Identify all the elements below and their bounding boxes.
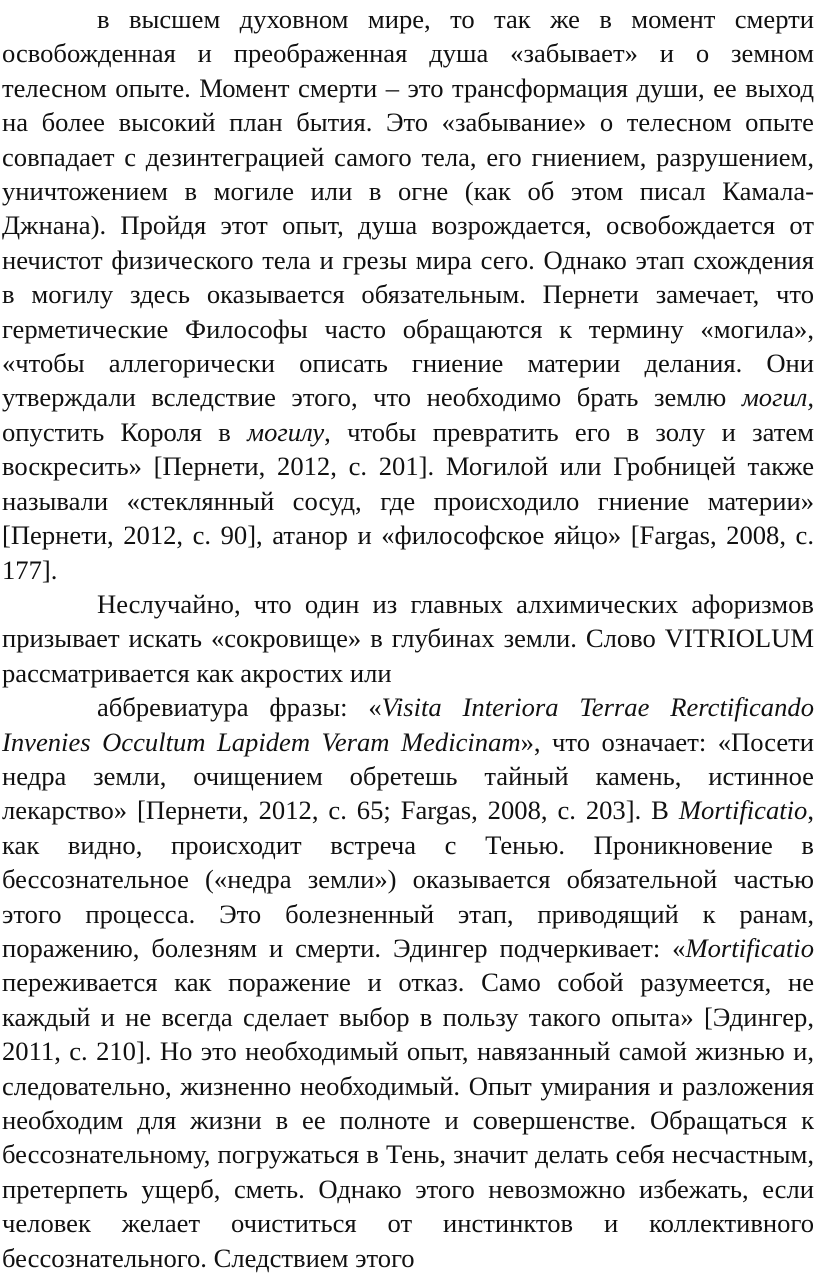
paragraph-3 (2, 690, 814, 1275)
italic-run: Visita Interiora Terrae Rerctificando Invenies Occultum Lapidem Veram Medicinam (2, 692, 814, 757)
italic-run: могил, (741, 382, 814, 413)
text-run: аббревиатура фразы: « (97, 692, 382, 723)
italic-run: могилу (247, 416, 325, 447)
italic-run: Mortificatio (678, 795, 808, 826)
text-run: в высшем духовном мире, то так же в момент смерти освобожденная и преображенная душа «забывает» и о земном телесном опыте. Момент смерти – это трансформация души, ее выход на более высокий план бытия. Это «забывание» о телесном опыте совпадает с дезинтеграцией самого тела, его гниением, разрушением, уничтожением в могиле или в огне (как об этом писал Камала-Джнана). Пройдя этот опыт, душа возрождается, освобождается от нечистот физического тела и грезы мира сего. Однако этап схождения в могилу здесь оказывается обязательным. Пернети замечает, что герметические Философы часто обращаются к термину «могила», «чтобы аллегорически описать гниение материи делания. Они утверждали вследствие этого, что необходимо брать землю (2, 4, 814, 413)
paragraph-2 (2, 587, 814, 690)
text-run: , как видно, происходит встреча с Тенью. Проникновение в бессознательное («недра земли») оказывается обязательной частью этого процесса. Это болезненный этап, приводящий к ранам, поражению, болезням и смерти. Эдингер подчеркивает: « (2, 795, 814, 963)
paragraph-1 (2, 2, 814, 587)
text-run: опустить Короля в (2, 416, 248, 447)
text-run: , чтобы превратить его в золу и затем воскресить» [Пернети, 2012, с. 201]. Могилой или Гробницей также называли «стеклянный сосуд, где происходило гниение материи» [Пернети, 2012, с. 90], атанор и «философское яйцо» [Fargas, 2008, с. 177]. (2, 416, 814, 585)
text-run: Неслучайно, что один из главных алхимических афоризмов призывает искать «сокровище» в глубинах земли. Слово VITRIOLUM рассматривается как акростих или (2, 588, 814, 688)
text-run: переживается как поражение и отказ. Само собой разумеется, не каждый и не всегда сделает выбор в пользу такого опыта» [Эдингер, 2011, с. 210]. Но это необходимый опыт, навязанный самой жизнью и, следовательно, жизненно необходимый. Опыт умирания и разложения необходим для жизни в ее полноте и совершенстве. Обращаться к бессознательному, погружаться в Тень, значит делать себя несчастным, претерпеть ущерб, сметь. Однако этого невозможно избежать, если человек желает очиститься от инстинктов и коллективного бессознательного. Следствием этого (2, 967, 814, 1273)
text-run: », что означает: «Посети недра земли, очищением обретешь тайный камень, истинное лекарство» [Пернети, 2012, с. 65; Fargas, 2008, с. 203]. В (2, 726, 814, 826)
italic-run: Mortificatio (685, 932, 814, 963)
